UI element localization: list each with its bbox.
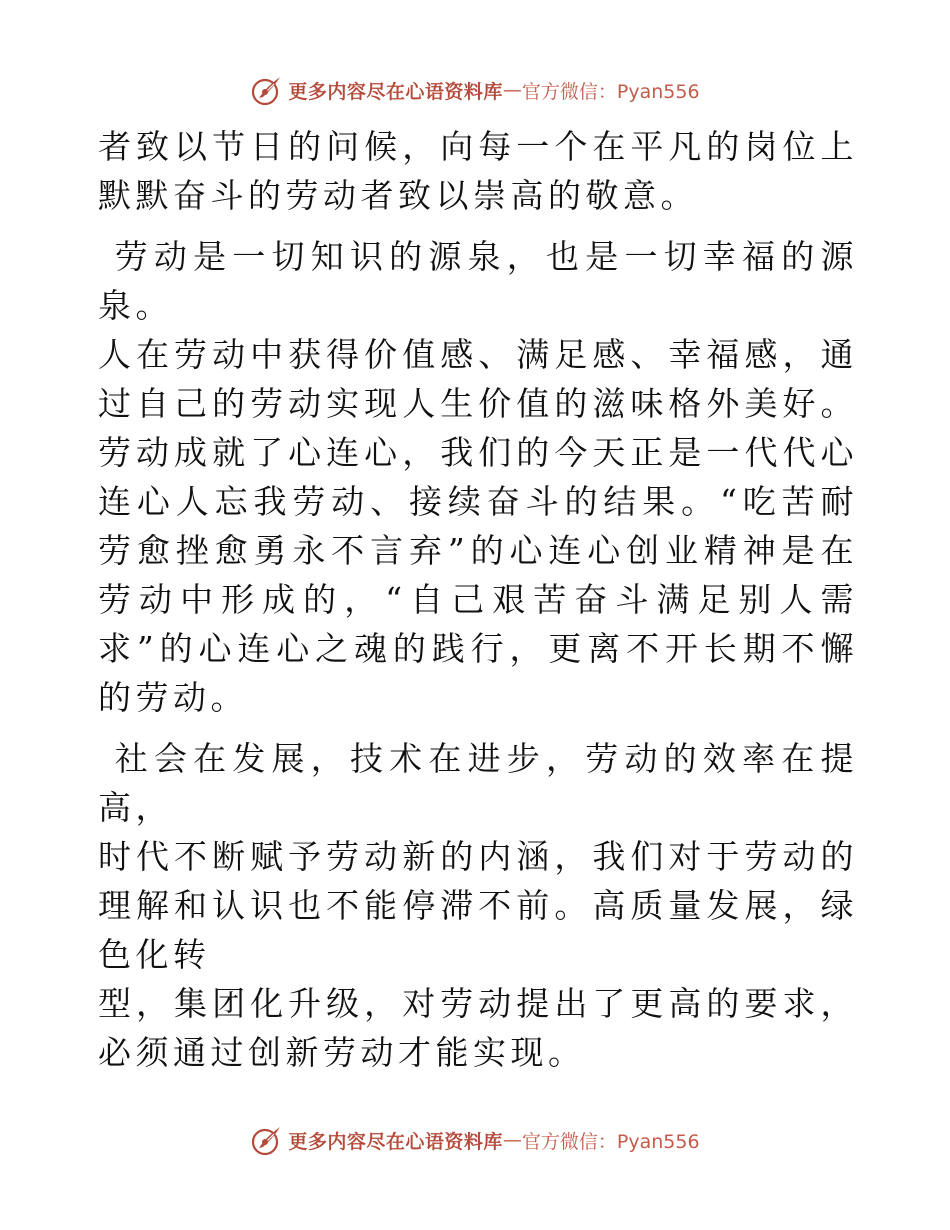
quill-pen-logo-icon (250, 1123, 284, 1157)
quill-pen-logo-icon (250, 73, 284, 107)
paragraph-3: 社会在发展，技术在进步，劳动的效率在提高， 时代不断赋予劳动新的内涵，我们对于劳动的理解和认识也不能停滞不前。高质量发展，绿色化转 型，集团化升级，对劳动提出了更高的要求，必须通过创新劳动才能实现。 (98, 739, 858, 1072)
banner-contact-text: 官方微信：Pyan556 (521, 80, 700, 103)
footer-banner (0, 1120, 950, 1160)
banner-brand-text: 更多内容尽在心语资料库 (288, 80, 503, 103)
paragraph-2: 劳动是一切知识的源泉，也是一切幸福的源泉。 人在劳动中获得价值感、满足感、幸福感，通过自己的劳动实现人生价值的滋味格外美好。劳动成就了心连心，我们的今天正是一代代心连心人忘我劳动、接续奋斗的结果。“吃苦耐劳愈挫愈勇永不言弃”的心连心创业精神是在劳动中形成的，“自己艰苦奋斗满足别人需求”的心连心之魂的践行，更离不开长期不懈的劳动。 (98, 237, 858, 717)
banner-contact-text: 官方微信：Pyan556 (521, 1130, 700, 1153)
banner-separator: — (502, 79, 522, 101)
banner-brand-text: 更多内容尽在心语资料库 (288, 1130, 503, 1153)
paragraph-1: 者致以节日的问候，向每一个在平凡的岗位上默默奋斗的劳动者致以崇高的敬意。 (98, 127, 858, 215)
document-body (98, 122, 858, 1077)
header-banner (0, 70, 950, 110)
banner-separator: — (502, 1129, 522, 1151)
